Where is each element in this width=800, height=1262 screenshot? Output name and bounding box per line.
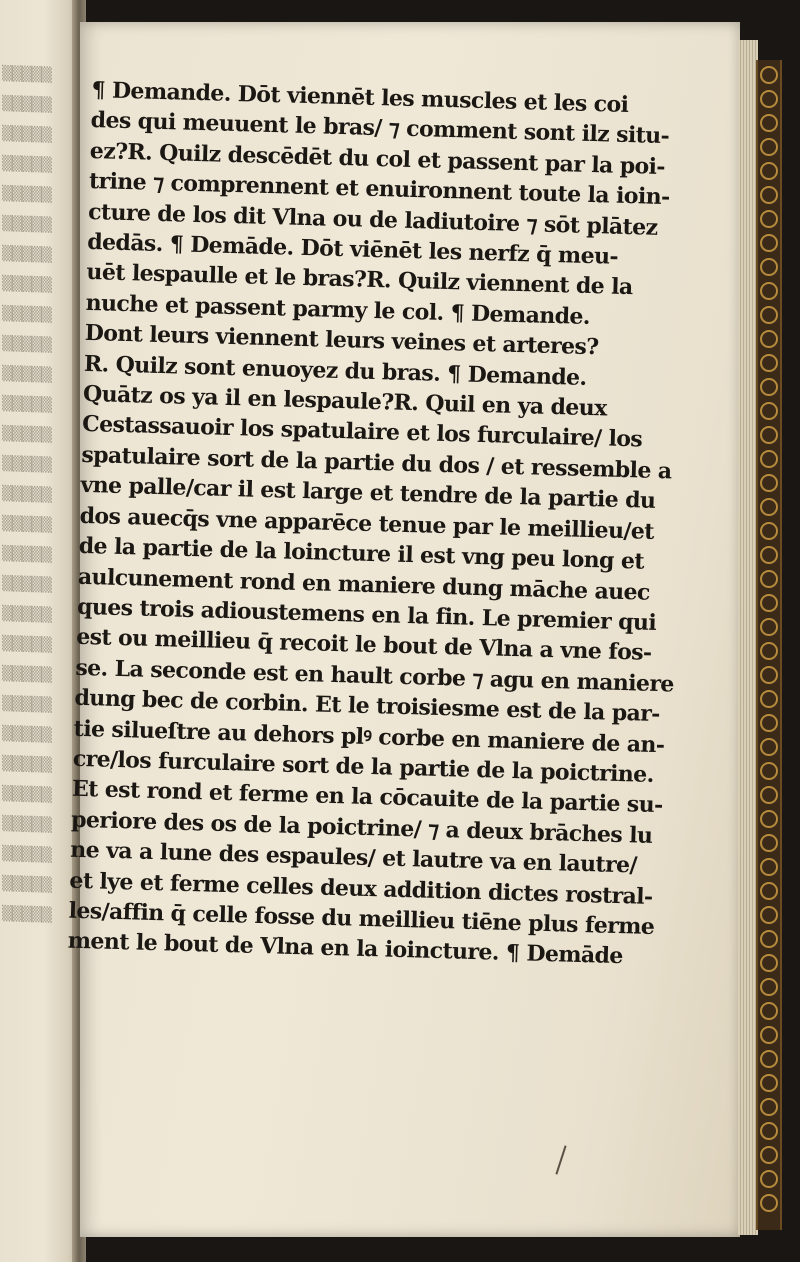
binding-ornament bbox=[760, 1026, 778, 1044]
bleed-through-text: ▒▒▒▒▒ ▒▒▒▒▒ ▒▒▒▒▒ ▒▒▒▒▒ ▒▒▒▒▒ ▒▒▒▒▒ ▒▒▒▒▒ ▒▒▒▒▒ ▒▒▒▒▒ ▒▒▒▒▒ ▒▒▒▒▒ ▒▒▒▒▒ ▒▒▒▒▒ ▒▒▒▒▒ ▒▒▒▒▒ ▒▒▒▒▒ ▒▒▒▒▒ ▒▒▒▒▒ ▒▒▒▒▒ ▒▒▒▒▒ ▒▒▒▒▒ ▒▒▒▒▒ ▒▒▒▒▒ ▒▒▒▒▒ ▒▒▒▒▒ ▒▒▒▒▒ ▒▒▒▒▒ ▒▒▒▒▒ ▒▒▒▒▒ bbox=[2, 65, 51, 924]
text-line: ment le bout de Vlna en la ioincture. ¶ Demāde bbox=[67, 928, 624, 970]
binding-ornament bbox=[760, 738, 778, 756]
text-line: Et est rond et ferme en la cōcauite de la partie su- bbox=[71, 776, 663, 819]
binding-ornament bbox=[760, 786, 778, 804]
binding-ornament bbox=[760, 522, 778, 540]
binding-ornament bbox=[760, 210, 778, 228]
binding-ornament bbox=[760, 906, 778, 924]
binding-ornament bbox=[760, 138, 778, 156]
binding-ornament bbox=[760, 642, 778, 660]
text-line: aulcunement rond en maniere dung māche auec bbox=[77, 563, 651, 606]
binding-ornament bbox=[760, 666, 778, 684]
binding-ornament bbox=[760, 882, 778, 900]
text-line: les/affin q̄ celle fosse du meillieu tiēne plus ferme bbox=[68, 897, 655, 940]
binding-ornament bbox=[760, 690, 778, 708]
decorated-binding-edge bbox=[756, 60, 782, 1230]
text-line: R. Quilz sont enuoyez du bras. ¶ Demande. bbox=[83, 350, 587, 391]
text-line: Quātz os ya il en lespaule?R. Quil en ya deux bbox=[82, 380, 608, 422]
binding-ornament bbox=[760, 1074, 778, 1092]
binding-ornament bbox=[760, 1146, 778, 1164]
text-line: dedās. ¶ Demāde. Dōt viēnēt les nerfz q̄ meu- bbox=[86, 228, 619, 270]
binding-ornament bbox=[760, 1098, 778, 1116]
text-line: se. La seconde est en hault corbe ⁊ agu en maniere bbox=[75, 654, 675, 698]
text-line: cture de los dit Vlna ou de ladiutoire ⁊ sōt plātez bbox=[87, 198, 658, 241]
binding-ornament bbox=[760, 306, 778, 324]
text-line: Dont leurs viennent leurs veines et arteres? bbox=[84, 320, 599, 361]
text-line: vne palle/car il est large et tendre de la partie du bbox=[80, 472, 656, 515]
text-line: spatulaire sort de la partie du dos / et ressemble a bbox=[81, 441, 672, 485]
binding-ornament bbox=[760, 570, 778, 588]
binding-ornament bbox=[760, 378, 778, 396]
binding-ornament bbox=[760, 330, 778, 348]
binding-ornament bbox=[760, 426, 778, 444]
binding-ornament bbox=[760, 234, 778, 252]
binding-ornament bbox=[760, 354, 778, 372]
binding-ornament bbox=[760, 834, 778, 852]
binding-ornament bbox=[760, 594, 778, 612]
binding-ornament bbox=[760, 1170, 778, 1188]
binding-ornament bbox=[760, 810, 778, 828]
binding-ornament bbox=[760, 618, 778, 636]
text-line: Cestassauoir los spatulaire et los furculaire/ los bbox=[81, 411, 643, 453]
binding-ornament bbox=[760, 1194, 778, 1212]
binding-ornament bbox=[760, 186, 778, 204]
text-line: ne va a lune des espaules/ et lautre va en lautre/ bbox=[69, 836, 638, 879]
binding-ornament bbox=[760, 930, 778, 948]
binding-ornament bbox=[760, 258, 778, 276]
text-line: tie silueſtre au dehors plꝰ corbe en maniere de an- bbox=[73, 715, 665, 758]
text-line: et lye et ferme celles deux addition dictes rostral- bbox=[69, 867, 653, 910]
text-line: est ou meillieu q̄ recoit le bout de Vlna a vne fos- bbox=[75, 624, 652, 667]
facing-page-edge bbox=[0, 0, 80, 1262]
text-line: ¶ Demande. Dōt viennēt les muscles et les coi bbox=[91, 76, 629, 118]
binding-ornament bbox=[760, 1002, 778, 1020]
text-line: de la partie de la loincture il est vng peu long et bbox=[78, 532, 645, 575]
page-fore-edge bbox=[738, 40, 758, 1235]
binding-ornament bbox=[760, 1122, 778, 1140]
binding-ornament bbox=[760, 450, 778, 468]
binding-ornament bbox=[760, 978, 778, 996]
binding-ornament bbox=[760, 66, 778, 84]
text-line: trine ⁊ comprennent et enuironnent toute la ioin- bbox=[88, 168, 670, 211]
text-line: dos auecq̄s vne apparēce tenue par le meillieu/et bbox=[79, 502, 655, 545]
page-text-block bbox=[67, 75, 675, 972]
binding-ornament bbox=[760, 402, 778, 420]
text-line: ez?R. Quilz descēdēt du col et passent par la poi- bbox=[89, 137, 666, 180]
binding-ornament bbox=[760, 954, 778, 972]
binding-ornament bbox=[760, 162, 778, 180]
text-line: periore des os de la poictrine/ ⁊ a deux brāches lu bbox=[70, 806, 653, 849]
binding-ornament bbox=[760, 498, 778, 516]
binding-ornament bbox=[760, 714, 778, 732]
text-line: des qui meuuent le bras/ ⁊ comment sont ilz situ- bbox=[90, 107, 670, 150]
text-line: ques trois adioustemens en la fin. Le premier qui bbox=[76, 593, 657, 636]
binding-ornament bbox=[760, 114, 778, 132]
text-line: uēt lespaulle et le bras?R. Quilz viennent de la bbox=[86, 259, 633, 301]
binding-ornament bbox=[760, 474, 778, 492]
binding-ornament bbox=[760, 762, 778, 780]
text-line: nuche et passent parmy le col. ¶ Demande. bbox=[85, 289, 591, 330]
text-line: dung bec de corbin. Et le troisiesme est de la par- bbox=[74, 684, 661, 728]
text-line: cre/los furculaire sort de la partie de la poictrine. bbox=[72, 745, 655, 788]
binding-ornament bbox=[760, 858, 778, 876]
binding-ornament bbox=[760, 90, 778, 108]
binding-ornament bbox=[760, 1050, 778, 1068]
binding-ornament bbox=[760, 282, 778, 300]
binding-ornament bbox=[760, 546, 778, 564]
